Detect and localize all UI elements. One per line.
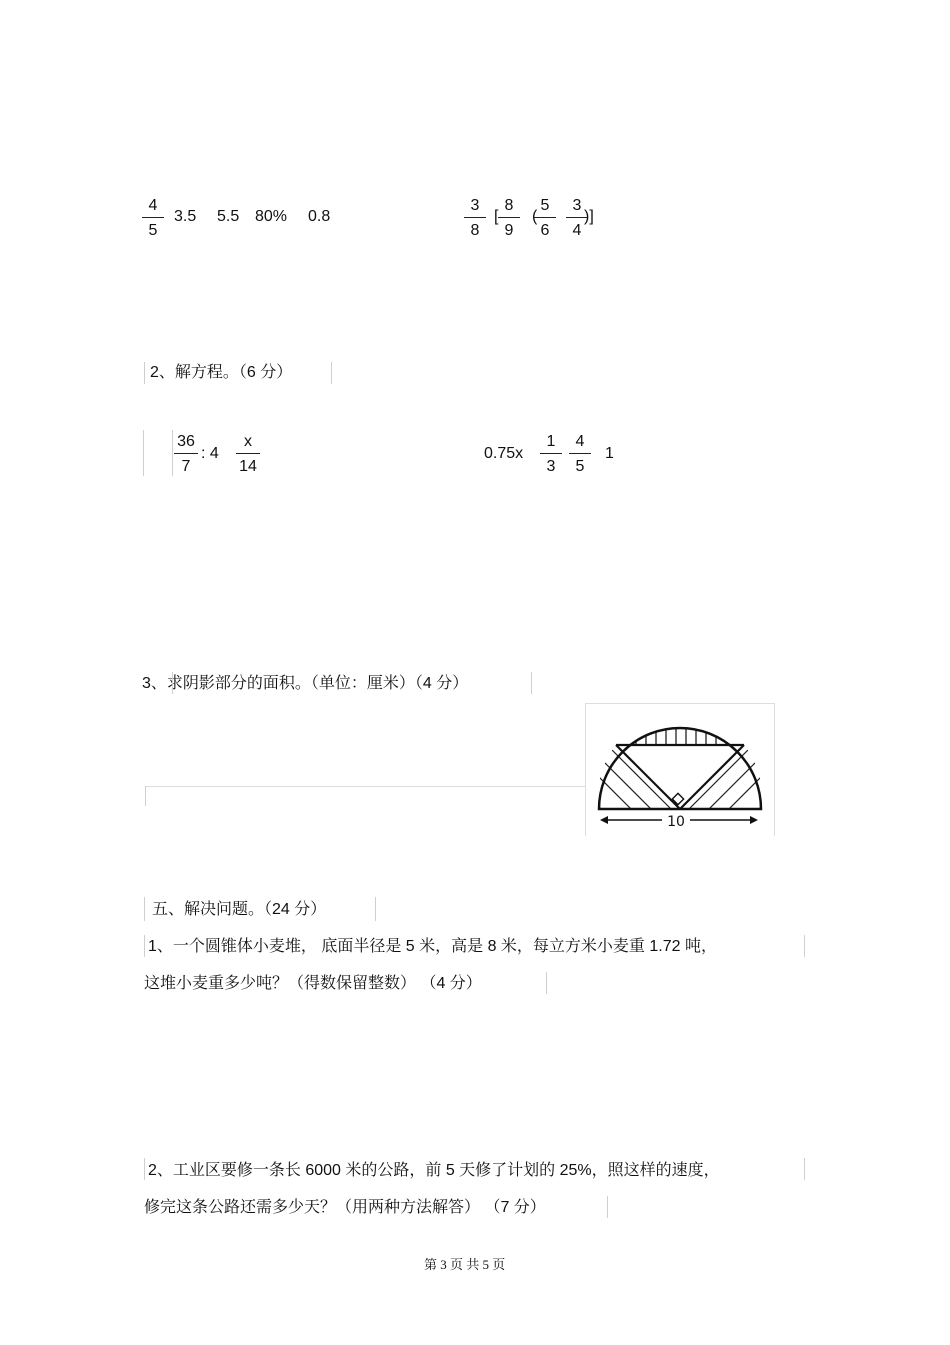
divider <box>331 362 332 384</box>
fraction-bar <box>540 453 562 454</box>
divider <box>546 972 547 994</box>
divider <box>172 672 173 694</box>
denominator: 4 <box>572 222 582 239</box>
denominator: 8 <box>470 222 480 239</box>
denominator: 6 <box>540 222 550 239</box>
fraction-36-7 <box>174 434 198 475</box>
figure-dimension-label: 10 <box>667 814 685 830</box>
fraction-1-3 <box>540 434 562 475</box>
divider <box>607 1196 608 1218</box>
expr1-item-3: 80% <box>255 208 288 225</box>
fraction-3-8 <box>464 198 486 239</box>
section-2-title: 2、解方程。（6 分） <box>150 364 293 381</box>
denominator: 9 <box>504 222 514 239</box>
denominator: 5 <box>148 222 158 239</box>
divider <box>144 1158 145 1180</box>
bracket-close: )] <box>584 208 594 225</box>
divider <box>143 430 144 476</box>
fraction-bar <box>236 453 260 454</box>
divider <box>144 897 145 921</box>
question-2-line-2: 修完这条公路还需多少天？（用两种方法解答） （7 分） <box>144 1199 546 1216</box>
fraction-bar <box>569 453 591 454</box>
question-1-line-1: 1、一个圆锥体小麦堆， 底面半径是 5 米，高是 8 米，每立方米小麦重 1.72 吨， <box>148 938 717 955</box>
numerator: 8 <box>504 197 514 214</box>
section-3-title: 3、求阴影部分的面积。（单位：厘米）（4 分） <box>142 675 469 692</box>
numerator: 4 <box>575 433 585 450</box>
denominator: 7 <box>181 458 191 475</box>
fraction-8-9 <box>498 198 520 239</box>
numerator: 1 <box>546 433 556 450</box>
expr1-item-4: 0.8 <box>308 208 331 225</box>
denominator: 5 <box>575 458 585 475</box>
fraction-bar <box>142 217 164 218</box>
fraction-bar <box>534 217 556 218</box>
denominator: 3 <box>546 458 556 475</box>
eq1-ratio: : 4 <box>201 445 219 462</box>
fraction-bar <box>174 453 198 454</box>
divider <box>144 935 145 957</box>
divider <box>144 362 145 384</box>
divider <box>804 935 805 957</box>
fraction-4-5 <box>142 198 164 239</box>
expr1-item-1: 3.5 <box>174 208 197 225</box>
divider <box>172 430 173 476</box>
paren-open: ( <box>532 208 538 225</box>
eq2-lead: 0.75x <box>484 445 524 462</box>
numerator: 3 <box>572 197 582 214</box>
expr1-item-2: 5.5 <box>217 208 240 225</box>
fraction-x-14 <box>236 434 260 475</box>
numerator: 5 <box>540 197 550 214</box>
bracket-open: [ <box>494 208 499 225</box>
eq2-tail: 1 <box>605 445 614 462</box>
question-1-line-2: 这堆小麦重多少吨？（得数保留整数） （4 分） <box>144 975 482 992</box>
fraction-bar <box>498 217 520 218</box>
denominator: 14 <box>239 458 257 475</box>
numerator: 4 <box>148 197 158 214</box>
fraction-bar <box>464 217 486 218</box>
answer-line <box>145 786 585 787</box>
question-2-line-1: 2、工业区要修一条长 6000 米的公路，前 5 天修了计划的 25%，照这样的速度， <box>148 1162 720 1179</box>
page-number: 第 3 页 共 5 页 <box>424 1257 506 1272</box>
divider <box>804 1158 805 1180</box>
numerator: x <box>244 433 252 450</box>
divider <box>375 897 376 921</box>
section-5-title: 五、解决问题。（24 分） <box>152 901 327 918</box>
shaded-area-figure <box>585 703 775 836</box>
divider <box>531 672 532 694</box>
numerator: 36 <box>177 433 195 450</box>
fraction-4-5 <box>569 434 591 475</box>
divider <box>145 786 146 806</box>
semicircle-diagram <box>586 704 774 836</box>
numerator: 3 <box>470 197 480 214</box>
fraction-5-6 <box>534 198 556 239</box>
